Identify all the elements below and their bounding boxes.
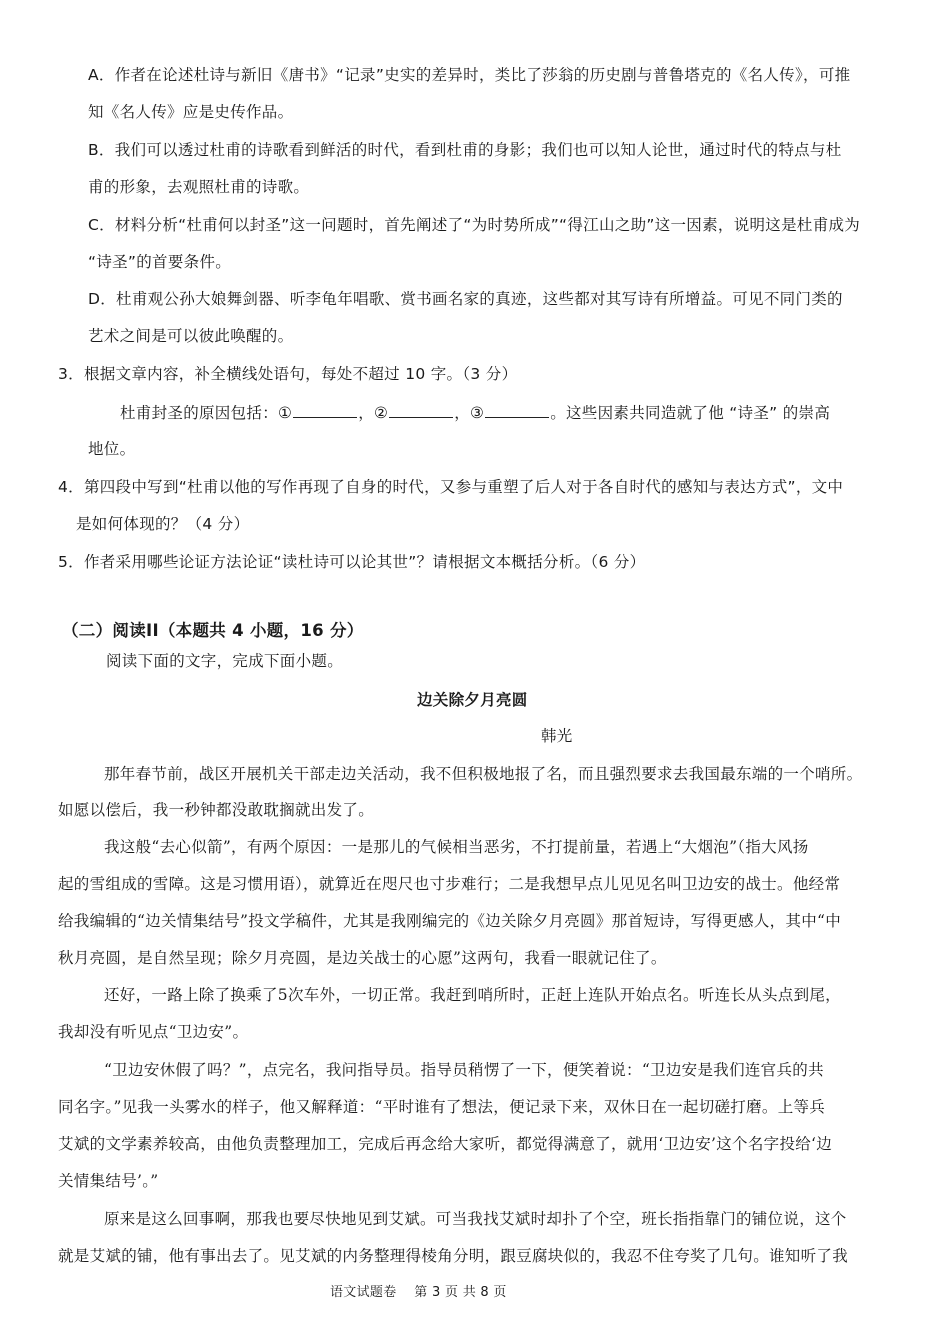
story-title: 边关除夕月亮圆 [417, 690, 528, 709]
story-line: 我这般“去心似箭”，有两个原因：一是那儿的气候相当恶劣，不打提前量，若遇上“大烟泡”（指大风扬 [104, 838, 809, 856]
story-line: 就是艾斌的铺，他有事出去了。见艾斌的内务整理得棱角分明，跟豆腐块似的，我忍不住夸奖了几句。谁知听了我 [58, 1247, 849, 1265]
option-b-line1: B．我们可以透过杜甫的诗歌看到鲜活的时代，看到杜甫的身影；我们也可以知人论世，通过时代的特点与杜 [88, 141, 842, 159]
question-4-line2: 是如何体现的？（4 分） [76, 515, 250, 533]
story-line: 同名字。”见我一头雾水的样子，他又解释道：“平时谁有了想法，便记录下来，双休日在一起切磋打磨。上等兵 [58, 1098, 826, 1116]
story-line: 关情集结号’。” [58, 1172, 159, 1190]
story-line: 我却没有听见点“卫边安”。 [58, 1023, 249, 1041]
option-a-line1: A．作者在论述杜诗与新旧《唐书》“记录”史实的差异时，类比了莎翁的历史剧与普鲁塔克的《名人传》，可推 [88, 66, 851, 84]
story-line: 如愿以偿后，我一秒钟都没敢耽搁就出发了。 [58, 801, 375, 819]
option-c-line1: C．材料分析“杜甫何以封圣”这一问题时，首先阐述了“为时势所成”“得江山之助”这一因素，说明这是杜甫成为 [88, 216, 861, 234]
option-b-line2: 甫的形象，去观照杜甫的诗歌。 [88, 178, 310, 196]
section-2-instruction: 阅读下面的文字，完成下面小题。 [106, 652, 344, 670]
question-3-fill [120, 401, 830, 424]
story-line: “卫边安休假了吗？”，点完名，我问指导员。指导员稍愣了一下，便笑着说：“卫边安是我们连官兵的共 [104, 1061, 824, 1079]
fill-sep-2: ，③ [454, 404, 485, 422]
story-author: 韩光 [541, 727, 573, 745]
fill-prefix: 杜甫封圣的原因包括：① [120, 404, 293, 422]
option-c-line2: “诗圣”的首要条件。 [88, 253, 232, 271]
story-line: 那年春节前，战区开展机关干部走边关活动，我不但积极地报了名，而且强烈要求去我国最东端的一个哨所。 [104, 765, 863, 783]
answer-blank-2[interactable] [389, 401, 453, 418]
answer-blank-1[interactable] [293, 401, 357, 418]
section-2-heading: （二）阅读II（本题共 4 小题，16 分） [62, 621, 364, 640]
question-3-stem: 3．根据文章内容，补全横线处语句，每处不超过 10 字。（3 分） [58, 365, 518, 383]
story-line: 艾斌的文学素养较高，由他负责整理加工，完成后再念给大家听，都觉得满意了，就用‘卫边安’这个名字投给‘边 [58, 1135, 833, 1153]
story-line: 原来是这么回事啊，那我也要尽快地见到艾斌。可当我找艾斌时却扑了个空，班长指指靠门的铺位说，这个 [104, 1210, 847, 1228]
option-a-line2: 知《名人传》应是史传作品。 [88, 103, 294, 121]
story-line: 给我编辑的“边关情集结号”投文学稿件，尤其是我刚编完的《边关除夕月亮圆》那首短诗，写得更感人，其中“中 [58, 912, 842, 930]
story-line: 秋月亮圆，是自然呈现；除夕月亮圆，是边关战士的心愿”这两句，我看一眼就记住了。 [58, 949, 667, 967]
fill-sep-1: ，② [358, 404, 389, 422]
option-d-line1: D．杜甫观公孙大娘舞剑器、听李龟年唱歌、赏书画名家的真迹，这些都对其写诗有所增益。可见不同门类的 [88, 290, 843, 308]
question-5-line1: 5．作者采用哪些论证方法论证“读杜诗可以论其世”？请根据文本概括分析。（6 分） [58, 553, 646, 571]
story-line: 起的雪组成的雪障。这是习惯用语），就算近在咫尺也寸步难行；二是我想早点儿见见名叫卫边安的战士。他经常 [58, 875, 841, 893]
question-4-line1: 4．第四段中写到“杜甫以他的写作再现了自身的时代，又参与重塑了后人对于各自时代的感知与表达方式”，文中 [58, 478, 844, 496]
fill-suffix: 。这些因素共同造就了他 “诗圣” 的崇高 [550, 404, 831, 422]
story-line: 还好，一路上除了换乘了5次车外，一切正常。我赶到哨所时，正赶上连队开始点名。听连长从头点到尾， [104, 986, 841, 1004]
option-d-line2: 艺术之间是可以彼此唤醒的。 [88, 327, 294, 345]
question-3-fill-end: 地位。 [88, 440, 136, 458]
page-footer: 语文试题卷 第 3 页 共 8 页 [330, 1285, 507, 1300]
answer-blank-3[interactable] [485, 401, 549, 418]
